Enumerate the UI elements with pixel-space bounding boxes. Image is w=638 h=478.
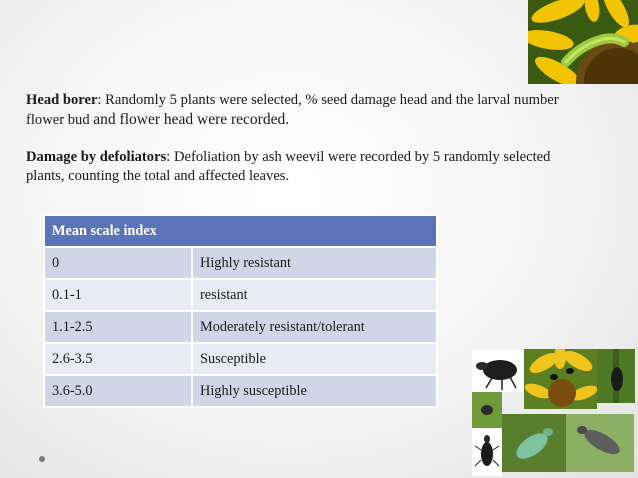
table-row — [44, 375, 437, 407]
scale-index-cell: 3.6-5.0 — [44, 375, 192, 407]
scale-index-cell: 0.1-1 — [44, 279, 192, 311]
rating-cell: resistant — [192, 279, 437, 311]
defoliators-title: Damage by defoliators — [26, 149, 167, 165]
rating-cell: Moderately resistant/tolerant — [192, 311, 437, 343]
head-borer-text-tail: and flower head were recorded. — [93, 111, 290, 128]
head-borer-title: Head borer — [26, 92, 98, 108]
defoliators-text: : Defoliation by ash weevil were recorded by 5 randomly selected plants, counting the total and affected leaves. — [26, 149, 551, 184]
table-row — [44, 311, 437, 343]
grass-insect-photo — [472, 392, 502, 428]
bullet-dot — [39, 456, 45, 462]
rating-cell: Susceptible — [192, 343, 437, 375]
scale-index-cell: 1.1-2.5 — [44, 311, 192, 343]
small-beetle-photo — [472, 428, 502, 476]
head-borer-text: : Randomly 5 plants were selected, % seed damage head and the larval number flower bud — [26, 92, 559, 128]
table-row — [44, 343, 437, 375]
beetle-on-stem-photo — [597, 349, 635, 403]
mean-scale-index-table — [43, 214, 438, 408]
scale-index-cell: 2.6-3.5 — [44, 343, 192, 375]
table-header: Mean scale index — [44, 215, 437, 247]
grey-weevil-photo — [566, 414, 634, 472]
rating-cell: Highly resistant — [192, 247, 437, 279]
green-weevil-photo — [502, 414, 566, 472]
table-row — [44, 279, 437, 311]
defoliators-paragraph — [26, 148, 586, 186]
rating-cell: Highly susceptible — [192, 375, 437, 407]
scale-index-cell: 0 — [44, 247, 192, 279]
table-row — [44, 247, 437, 279]
sunflower-beetles-photo — [524, 349, 597, 409]
sunflower-caterpillar-photo — [528, 0, 638, 84]
head-borer-paragraph — [26, 91, 586, 130]
black-beetle-photo — [472, 350, 524, 392]
